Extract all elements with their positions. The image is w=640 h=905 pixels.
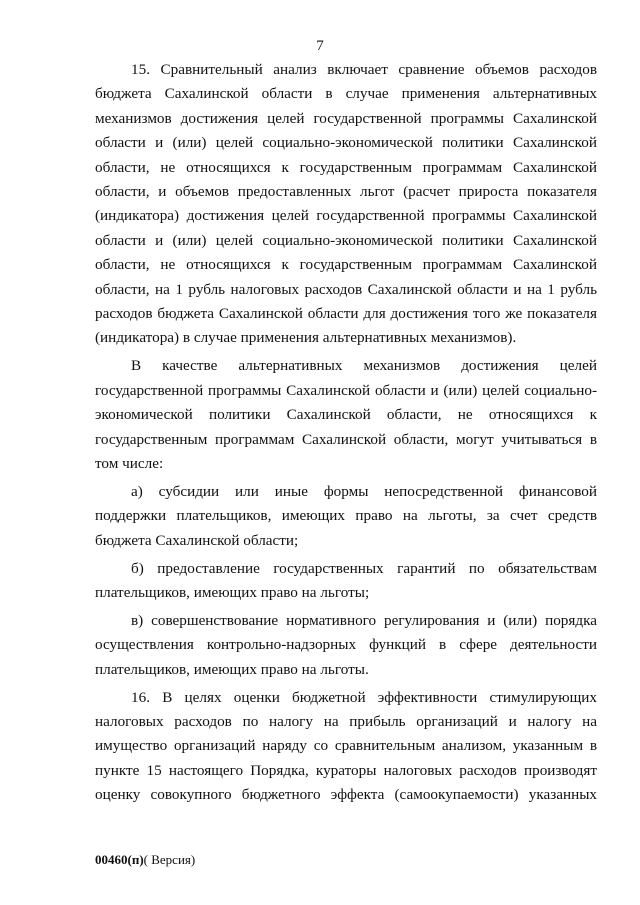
text-line: бюджета Сахалинской области в случае применения альтернативных [95,85,597,103]
document-version: ( Версия) [143,852,196,867]
document-footer [95,852,195,868]
text-line: плательщиков, имеющих право на льготы. [95,660,369,678]
text-line: области, на 1 рубль налоговых расходов Сахалинской области и на 1 рубль [95,280,597,298]
text-line: плательщиков, имеющих право на льготы; [95,584,370,602]
paragraph [95,557,597,606]
text-line: (индикатора) в случае применения альтернативных механизмов). [95,329,517,347]
text-line: осуществления контрольно-надзорных функций в сфере деятельности [95,636,597,654]
paragraph [95,354,597,476]
text-line: области и (или) целей социально-экономической политики Сахалинской [95,134,597,152]
text-line: оценку совокупного бюджетного эффекта (самоокупаемости) указанных [95,786,597,804]
paragraph [95,480,597,553]
text-line: расходов бюджета Сахалинской области для достижения того же показателя [95,305,597,323]
text-line: государственным программам Сахалинской области, могут учитываться в [95,430,597,448]
text-line: налоговых расходов по налогу на прибыль организаций и налогу на [95,713,597,731]
text-line: в) совершенствование нормативного регулирования и (или) порядка [131,611,597,629]
text-line: области, и объемов предоставленных льгот (расчет прироста показателя [95,183,597,201]
document-body [95,58,597,808]
text-line: области и (или) целей социально-экономической политики Сахалинской [95,231,597,249]
page-number: 7 [316,38,324,54]
text-line: области, не относящихся к государственным программам Сахалинской [95,158,597,176]
text-line: том числе: [95,455,164,472]
text-line: пункте 15 настоящего Порядка, кураторы налоговых расходов производят [95,761,597,779]
text-line: б) предоставление государственных гарантий по обязательствам [131,559,597,577]
text-line: 15. Сравнительный анализ включает сравнение объемов расходов [131,61,597,78]
text-line: экономической политики Сахалинской области, не относящихся к [95,406,597,424]
text-line: а) субсидии или иные формы непосредственной финансовой [131,482,597,500]
document-code: 00460(п) [95,852,144,867]
text-line: области, не относящихся к государственным программам Сахалинской [95,256,597,274]
text-line: имущество организаций наряду со сравнительным анализом, указанным в [95,737,597,755]
text-line: 16. В целях оценки бюджетной эффективности стимулирующих [131,688,597,706]
paragraph [95,58,597,351]
text-line: (индикатора) достижения целей государственной программы Сахалинской [95,207,597,225]
text-line: поддержки плательщиков, имеющих право на льготы, за счет средств [95,507,597,525]
text-line: бюджета Сахалинской области; [95,531,299,549]
paragraph [95,609,597,682]
text-line: механизмов достижения целей государственной программы Сахалинской [95,109,597,127]
paragraph [95,686,597,808]
text-line: В качестве альтернативных механизмов достижения целей [131,357,597,375]
text-line: государственной программы Сахалинской области и (или) целей социально- [95,381,597,399]
